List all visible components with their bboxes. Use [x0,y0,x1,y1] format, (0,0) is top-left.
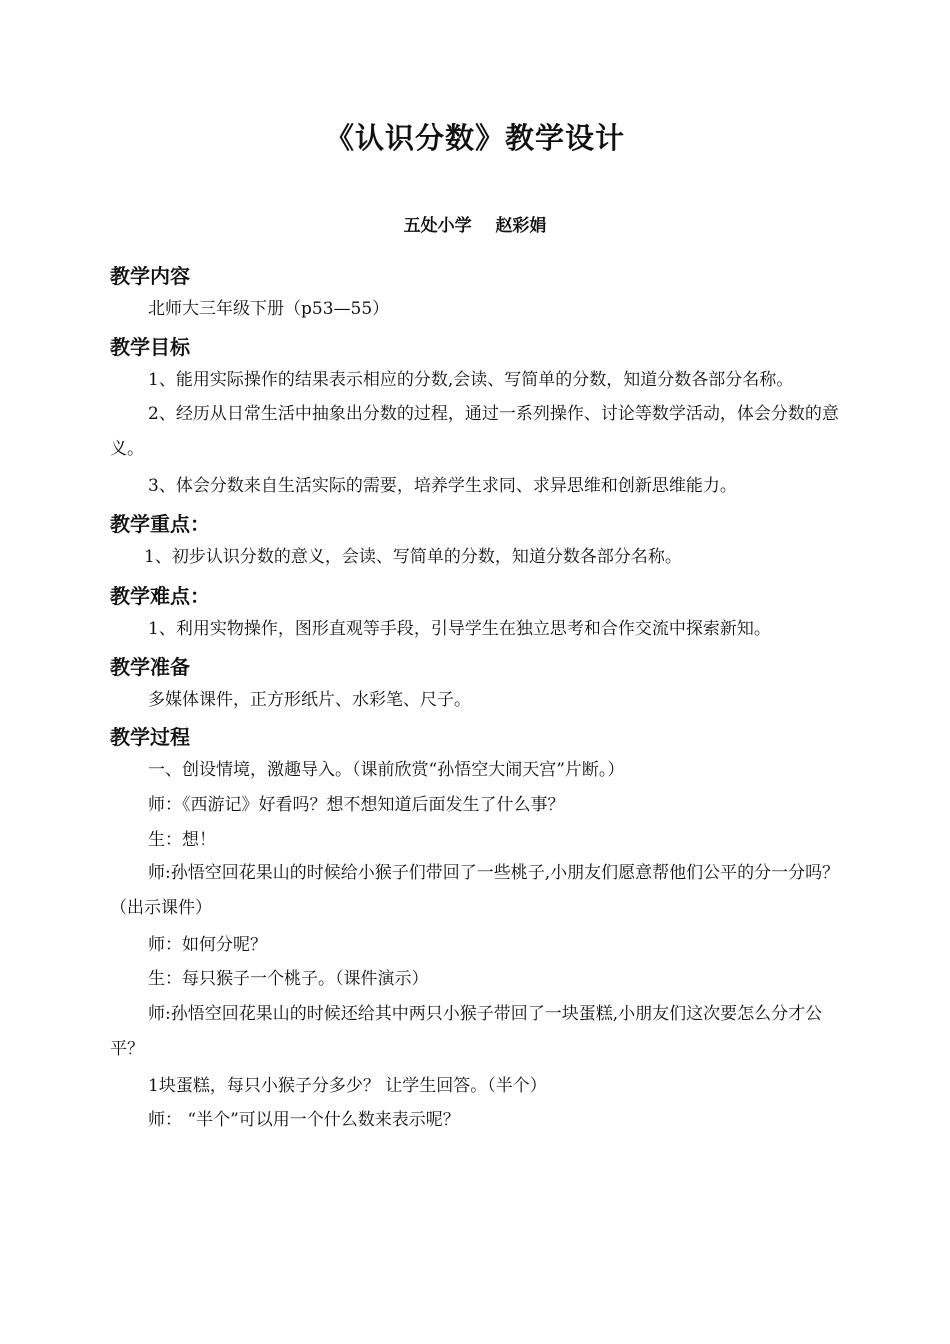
heading-process: 教学过程 [110,725,190,749]
process-line: 生：每只猴子一个桃子。（课件演示） [148,969,429,989]
goal-item-1: 1、能用实际操作的结果表示相应的分数,会读、写简单的分数，知道分数各部分名称。 [148,370,794,390]
process-line: 师：《西游记》好看吗？想不想知道后面发生了什么事？ [148,795,565,815]
goal-item-3: 3、体会分数来自生活实际的需要，培养学生求同、求异思维和创新思维能力。 [148,476,737,496]
preparation-text: 多媒体课件，正方形纸片、水彩笔、尺子。 [148,690,471,710]
heading-teaching-content: 教学内容 [110,264,190,288]
author-line: 五处小学 赵彩娟 [403,216,547,236]
goal-item-2: 2、经历从日常生活中抽象出分数的过程，通过一系列操作、讨论等数学活动，体会分数的意义。 [110,404,839,459]
content-text: 北师大三年级下册（p53—55） [148,299,390,319]
heading-teaching-goals: 教学目标 [110,335,190,359]
process-line: 师：如何分呢？ [148,935,267,955]
process-line: 生：想！ [148,830,216,850]
process-line: 1块蛋糕，每只小猴子分多少？ 让学生回答。（半个） [148,1076,547,1096]
document-title: 《认识分数》教学设计 [324,121,625,155]
heading-preparation: 教学准备 [110,655,190,679]
process-line: 师： “半个”可以用一个什么数来表示呢？ [148,1110,460,1130]
process-line: 师:孙悟空回花果山的时候还给其中两只小猴子带回了一块蛋糕,小朋友们这次要怎么分才公平？ [110,1004,823,1059]
difficulties-text: 1、利用实物操作，图形直观等手段，引导学生在独立思考和合作交流中探索新知。 [148,619,771,639]
heading-difficulties: 教学难点： [110,584,210,608]
key-points-text: 1、初步认识分数的意义，会读、写简单的分数，知道分数各部分名称。 [144,547,682,567]
process-line: 一、创设情境，激趣导入。（课前欣赏“孙悟空大闹天宫”片断。） [148,760,625,780]
process-line: 师:孙悟空回花果山的时候给小猴子们带回了一些桃子,小朋友们愿意帮他们公平的分一分吗？（出示课件） [110,863,840,918]
heading-key-points: 教学重点： [110,512,210,536]
